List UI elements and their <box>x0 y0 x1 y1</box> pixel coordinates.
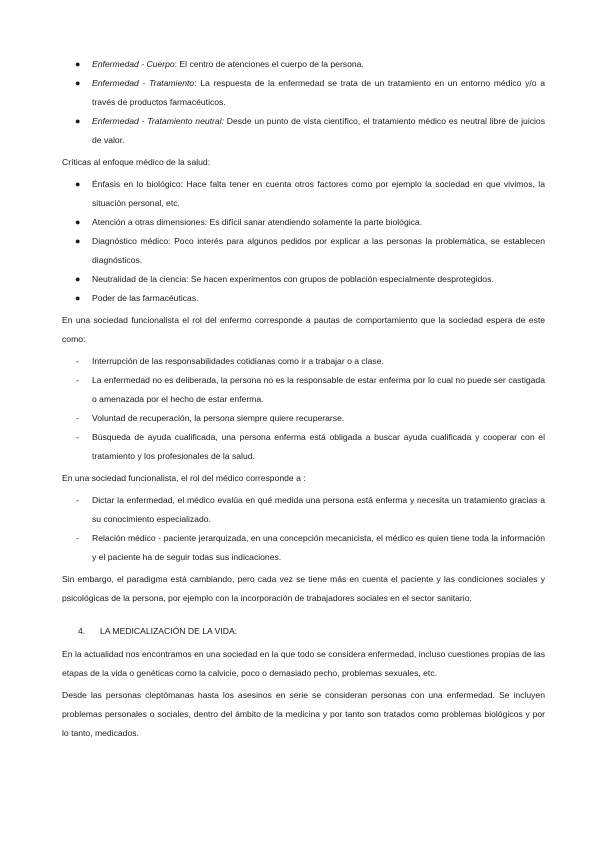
bullet-icon: ● <box>75 179 81 189</box>
doctor-role-list <box>62 491 545 567</box>
bullet-icon: ● <box>75 78 81 88</box>
bullet-icon: ● <box>75 236 81 246</box>
doctor-role-intro: En una sociedad funcionalista, el rol del médico corresponde a : <box>62 473 306 483</box>
list-item <box>62 213 545 232</box>
bullet-icon: ● <box>75 59 81 69</box>
medicalization-paragraph-1: En la actualidad nos encontramos en una sociedad en la que todo se considera enfermedad, incluso cuestiones propias de las etapas de la vida o genéticas como la calvicie, poco o demasiado pecho, problemas sexuales, etc. <box>62 649 545 678</box>
item-text: Diagnóstico médico: Poco interés para algunos pedidos por explicar a las personas la problemática, se establecen diagnósticos. <box>92 236 545 265</box>
item-term: Enfermedad - Cuerpo <box>92 59 175 69</box>
list-item <box>62 112 545 150</box>
medicalization-paragraph-2: Desde las personas cleptómanas hasta los asesinos en serie se consideran personas con una enfermedad. Se incluyen problemas personales o sociales, dentro del ámbito de la medicina y por tanto son tratados como problemas biológicos y por lo tanto, medicados. <box>62 690 545 738</box>
paradigm-paragraph: Sin embargo, el paradigma está cambiando, pero cada vez se tiene más en cuenta el paciente y las condiciones sociales y psicológicas de la persona, por ejemplo con la incorporación de trabajadores sociales en el sector sanitario. <box>62 574 545 603</box>
bullet-icon: ● <box>75 293 81 303</box>
item-text: Búsqueda de ayuda cualificada, una persona enferma está obligada a buscar ayuda cualificada y cooperar con el tratamiento y los profesionales de la salud. <box>92 432 545 461</box>
dash-icon: - <box>76 533 79 543</box>
page-content <box>62 55 545 746</box>
sick-role-list <box>62 352 545 466</box>
item-text: Dictar la enfermedad, el médico evalúa en qué medida una persona está enferma y necesita un tratamiento gracias a su conocimiento especializado. <box>92 495 545 524</box>
item-text: Relación médico - paciente jerarquizada, en una concepción mecanicista, el médico es quien tiene toda la información y el paciente ha de seguir todas sus indicaciones. <box>92 533 545 562</box>
section-heading <box>62 622 545 641</box>
dash-icon: - <box>76 356 79 366</box>
bullet-icon: ● <box>75 217 81 227</box>
dash-icon: - <box>76 375 79 385</box>
list-item <box>62 529 545 567</box>
list-item <box>62 289 545 308</box>
bullet-icon: ● <box>75 274 81 284</box>
item-text: Neutralidad de la ciencia: Se hacen experimentos con grupos de población especialmente desprotegidos. <box>92 274 494 284</box>
list-item <box>62 55 545 74</box>
item-text: Desde un punto de vista científico, el tratamiento médico es neutral libre de juicios de valor. <box>92 116 546 145</box>
critiques-list <box>62 175 545 308</box>
section-title: LA MEDICALIZACIÓN DE LA VIDA: <box>100 626 238 636</box>
item-text: Interrupción de las responsabilidades cotidianas como ir a trabajar o a clase. <box>92 356 384 366</box>
item-text: Voluntad de recuperación, la persona siempre quiere recuperarse. <box>92 413 345 423</box>
list-item <box>62 409 545 428</box>
dash-icon: - <box>76 432 79 442</box>
item-text: Énfasis en lo biológico: Hace falta tener en cuenta otros factores como por ejemplo la sociedad en que vivimos, la situación personal, etc. <box>92 179 545 208</box>
item-term: Enfermedad - Tratamiento <box>92 78 195 88</box>
dash-icon: - <box>76 495 79 505</box>
item-text: Atención a otras dimensiones: Es difícil sanar atendiendo solamente la parte biológica. <box>92 217 423 227</box>
dash-icon: - <box>76 413 79 423</box>
list-item <box>62 428 545 466</box>
sick-role-intro: En una sociedad funcionalista el rol del enfermo corresponde a pautas de comportamiento que la sociedad espera de este como: <box>62 315 545 344</box>
list-item <box>62 74 545 112</box>
item-term: Enfermedad - Tratamiento neutral: <box>92 116 224 126</box>
item-text: La enfermedad no es deliberada, la persona no es la responsable de estar enferma por lo cual no puede ser castigada o amenazada por el hecho de estar enferma. <box>92 375 545 404</box>
item-text: : La respuesta de la enfermedad se trata de un tratamiento en un entorno médico y/o a través de productos farmacéuticos. <box>92 78 546 107</box>
critiques-intro: Críticas al enfoque médico de la salud: <box>62 157 211 167</box>
model-characteristics-list <box>62 55 545 150</box>
item-text: : El centro de atenciones el cuerpo de la persona. <box>174 59 364 69</box>
list-item <box>62 352 545 371</box>
list-item <box>62 270 545 289</box>
list-item <box>62 175 545 213</box>
list-item <box>62 491 545 529</box>
item-text: Poder de las farmacéuticas. <box>92 293 199 303</box>
list-item <box>62 371 545 409</box>
bullet-icon: ● <box>75 116 81 126</box>
section-number: 4. <box>78 626 86 636</box>
list-item <box>62 232 545 270</box>
